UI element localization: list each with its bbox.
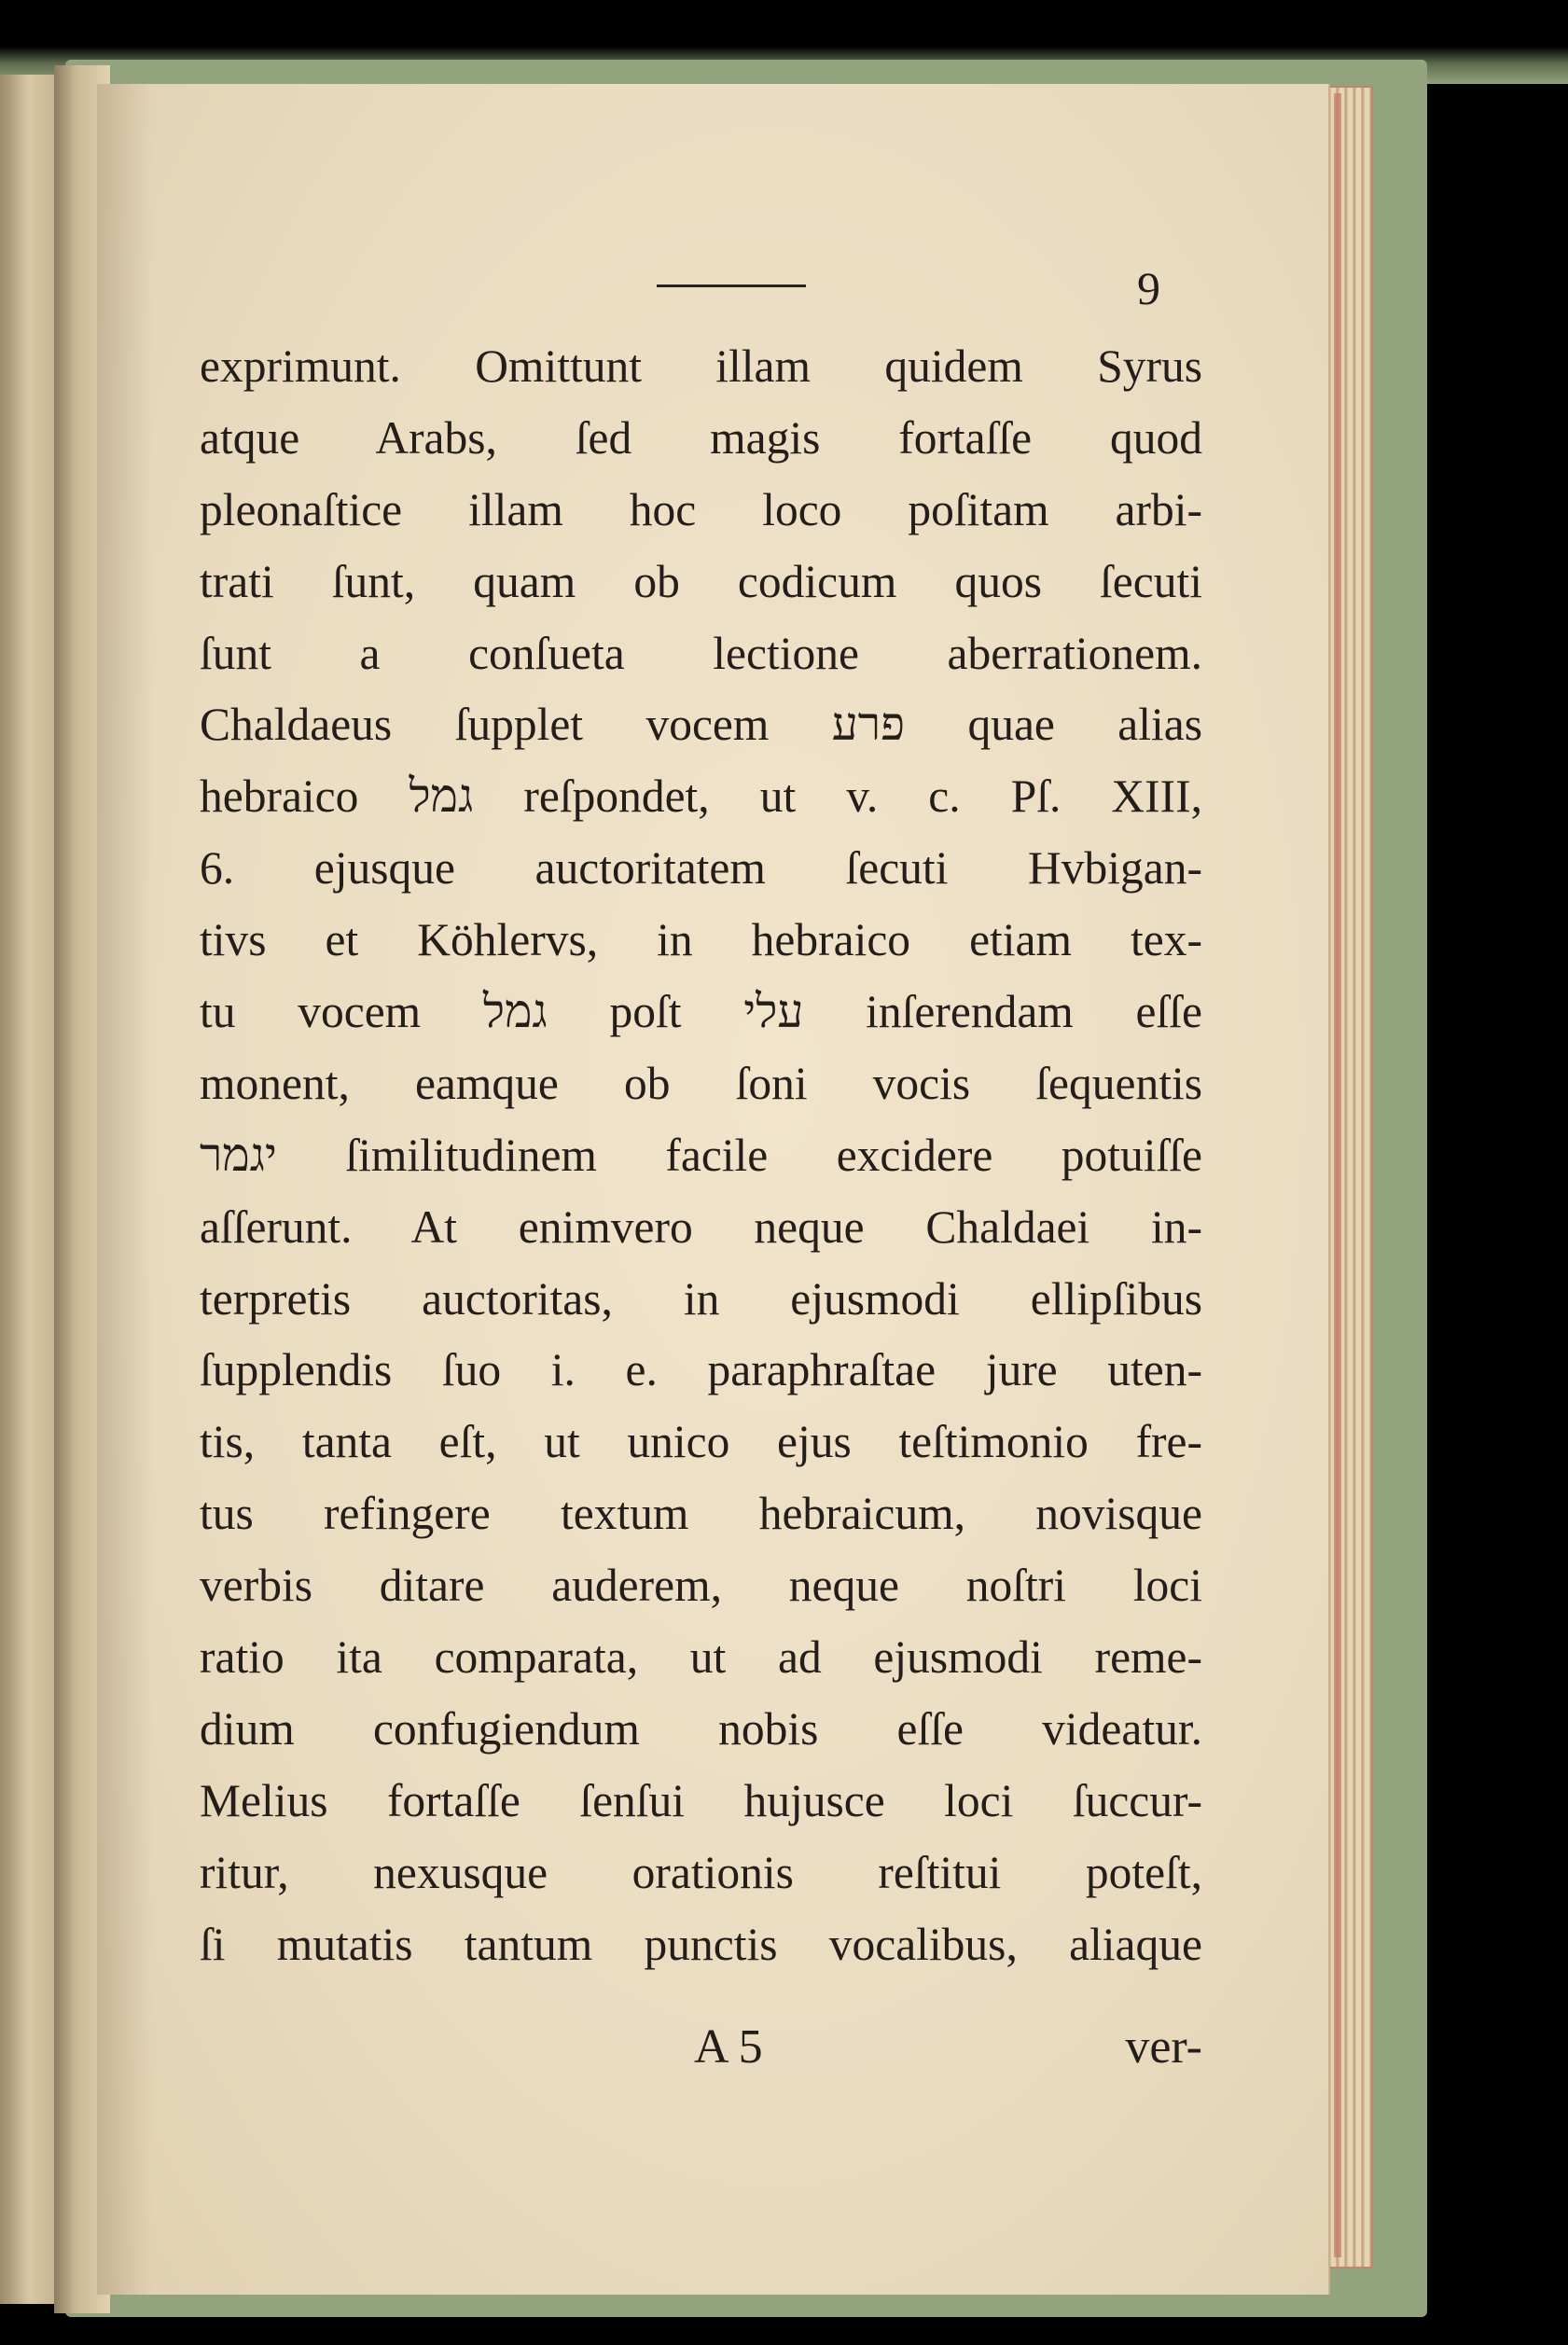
text-line: dium confugiendum nobis eſſe videatur. [200, 1702, 1202, 1755]
text-line: tus refingere textum hebraicum, novisque [200, 1488, 1202, 1540]
text-line: ratio ita comparata, ut ad ejusmodi reme- [200, 1631, 1202, 1684]
text-line: tivs et Köhlervs, in hebraico etiam tex- [200, 914, 1202, 966]
page-number: 9 [1137, 262, 1160, 314]
text-line: pleonaſtice illam hoc loco poſitam arbi- [200, 483, 1202, 535]
text-line: exprimunt. Omittunt illam quidem Syrus [200, 340, 1202, 392]
text-line: ſi mutatis tantum punctis vocalibus, aliaque [200, 1918, 1202, 1970]
text-line: ritur, nexusque orationis reſtitui poteſt, [200, 1846, 1202, 1898]
text-line: monent, eamque ob ſoni vocis ſequentis [200, 1057, 1202, 1109]
red-page-edge [1334, 93, 1341, 2257]
text-line: tu vocem גמל poſt עלי inſerendam eſſe [200, 986, 1202, 1038]
text-line: aſſerunt. At enimvero neque Chaldaei in- [200, 1200, 1202, 1253]
text-line: trati ſunt, quam ob codicum quos ſecuti [200, 555, 1202, 607]
text-line: ſupplendis ſuo i. e. paraphraſtae jure uten- [200, 1344, 1202, 1396]
body-text [200, 331, 1202, 1980]
text-line: Chaldaeus ſupplet vocem פרע quae alias [200, 699, 1202, 751]
text-line: יגמר ſimilitudinem facile excidere potuiſſe [200, 1129, 1202, 1181]
catchword: ver- [1125, 2020, 1202, 2074]
text-line: hebraico גמל reſpondet, ut v. c. Pſ. XIII, [200, 770, 1202, 823]
text-line: verbis ditare auderem, neque noſtri loci [200, 1560, 1202, 1612]
page-footer [200, 2019, 1202, 2094]
text-line: ſunt a conſueta lectione aberrationem. [200, 627, 1202, 679]
text-line: atque Arabs, ſed magis fortaſſe quod [200, 411, 1202, 464]
signature-mark: A 5 [694, 2020, 763, 2074]
facing-page-edge [0, 75, 54, 2304]
text-line: Melius fortaſſe ſenſui hujusce loci ſuccur- [200, 1774, 1202, 1826]
book-page [97, 84, 1328, 2295]
header-rule [657, 284, 806, 287]
text-line: tis, tanta eſt, ut unico ejus teſtimonio fre- [200, 1416, 1202, 1468]
text-line: 6. ejusque auctoritatem ſecuti Hvbigan- [200, 842, 1202, 895]
gutter-shadow [97, 84, 153, 2295]
text-line: terpretis auctoritas, in ejusmodi ellipſibus [200, 1272, 1202, 1325]
